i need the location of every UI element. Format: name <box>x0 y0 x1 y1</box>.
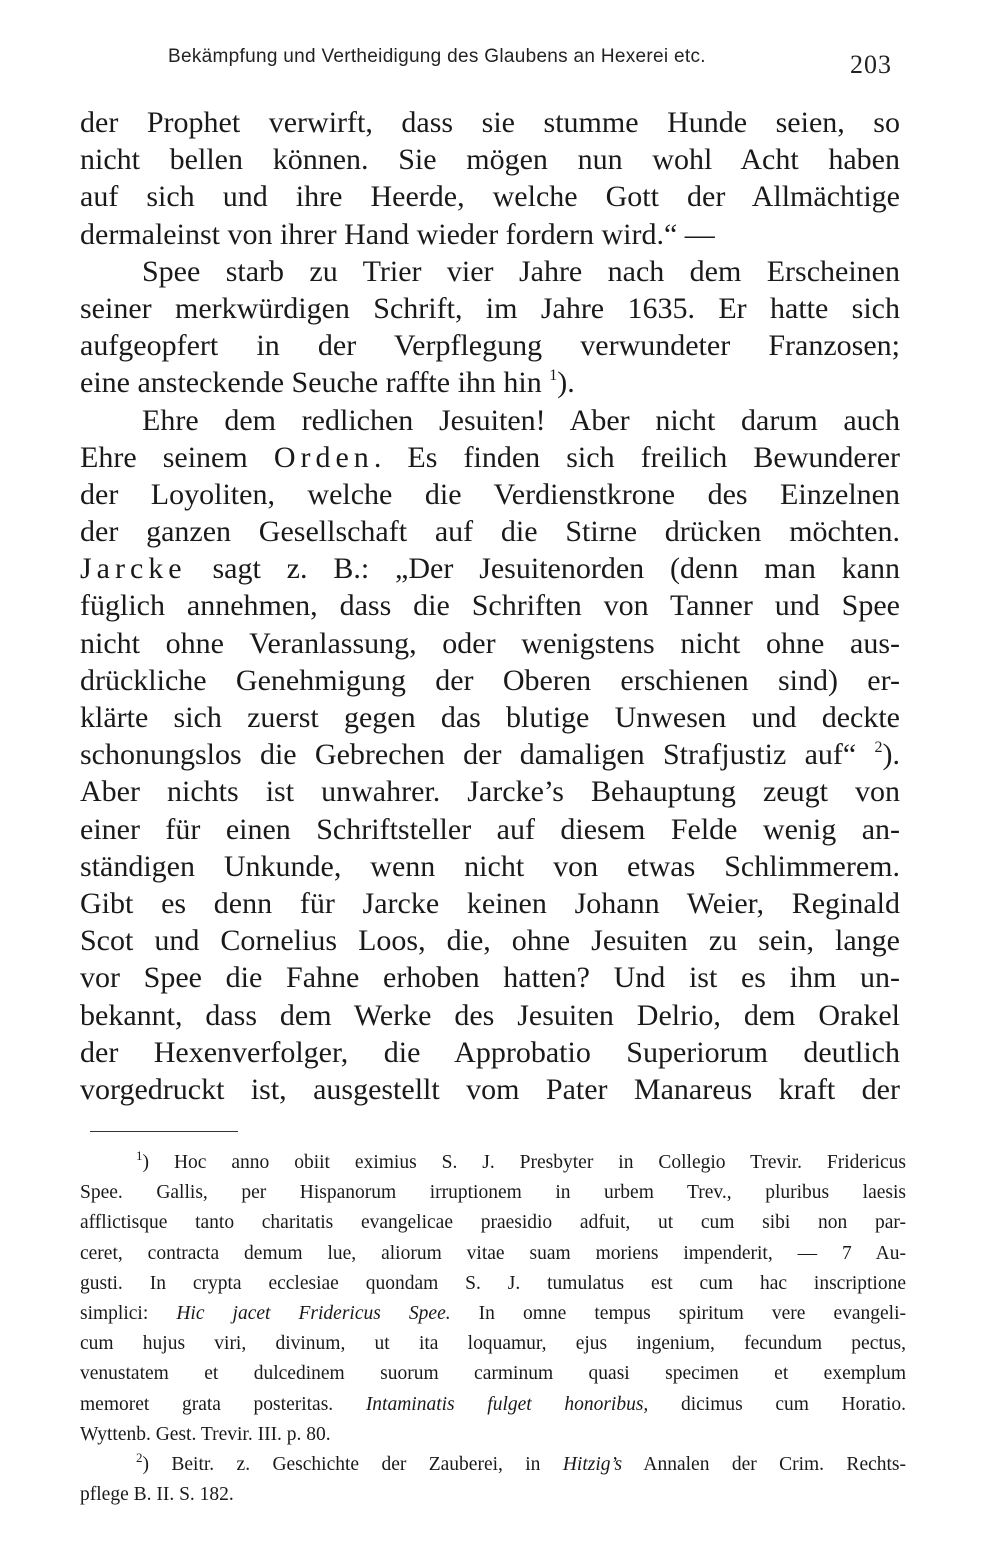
text-segment: dicimus cum Horatio. <box>648 1393 906 1415</box>
footnote-line <box>80 1299 906 1329</box>
text-segment: ). <box>882 738 900 772</box>
text-segment: simplici: <box>80 1302 177 1324</box>
text-segment: memoret grata posteritas. <box>80 1393 366 1415</box>
text-line: dermaleinst von ihrer Hand wieder fordern wird.“ — <box>80 217 715 251</box>
text-segment: sagt z. B.: „Der Jesuitenorden (denn man kann <box>186 552 900 586</box>
text-line: nicht bellen können. Sie mögen nun wohl Acht haben <box>80 143 900 177</box>
footnote-divider <box>90 1131 238 1132</box>
running-title: Bekämpfung und Vertheidigung des Glaubens an Hexerei etc. <box>168 46 706 67</box>
footnote-line: venustatem et dulcedinem suorum carminum quasi specimen et exemplum <box>80 1363 906 1385</box>
text-line: drückliche Genehmigung der Oberen erschienen sind) er- <box>80 663 900 697</box>
text-line: vorgedruckt ist, ausgestellt vom Pater Manareus kraft der <box>80 1072 900 1106</box>
footnote-line <box>80 1148 906 1178</box>
text-segment: ) Beitr. z. Geschichte der Zauberei, in <box>142 1453 563 1475</box>
text-line: füglich annehmen, dass die Schriften von Tanner und Spee <box>80 589 900 623</box>
footnote-ref: 2 <box>874 739 883 757</box>
text-line <box>80 364 900 401</box>
text-segment: Annalen der Crim. Rechts- <box>622 1453 906 1475</box>
text-line <box>80 736 900 773</box>
text-line: Gibt es denn für Jarcke keinen Johann Weier, Reginald <box>80 886 900 920</box>
footnote-mark: 1 <box>136 1148 143 1163</box>
text-line: Spee starb zu Trier vier Jahre nach dem Erscheinen <box>142 254 900 288</box>
text-line <box>80 439 900 476</box>
footnote-line: pflege B. II. S. 182. <box>80 1484 234 1506</box>
footnote-line: Spee. Gallis, per Hispanorum irruptionem in urbem Trev., pluribus laesis <box>80 1182 906 1204</box>
footnote-line: cum hujus viri, divinum, ut ita loquamur, ejus ingenium, fecundum pectus, <box>80 1333 906 1355</box>
footnote-line: afflictisque tanto charitatis evangelicae praesidio adfuit, ut cum sibi non par- <box>80 1212 906 1234</box>
italic-segment: Hic jacet Fridericus Spee. <box>176 1302 451 1324</box>
text-line: Scot und Cornelius Loos, die, ohne Jesuiten zu sein, lange <box>80 924 900 958</box>
text-line: der Hexenverfolger, die Approbatio Superiorum deutlich <box>80 1035 900 1069</box>
text-line: Ehre dem redlichen Jesuiten! Aber nicht darum auch <box>142 403 900 437</box>
page-header <box>0 40 1000 80</box>
footnote-line <box>80 1450 906 1480</box>
page-number: 203 <box>850 50 892 79</box>
text-segment: . Es finden sich freilich Bewunderer <box>373 440 901 474</box>
text-line: der Prophet verwirft, dass sie stumme Hunde seien, so <box>80 106 900 139</box>
text-segment: Ehre seinem <box>80 440 248 474</box>
text-line: seiner merkwürdigen Schrift, im Jahre 1635. Er hatte sich <box>80 291 900 325</box>
text-segment: ). <box>557 366 575 400</box>
italic-segment: Intaminatis fulget honoribus, <box>365 1393 649 1415</box>
text-line: nicht ohne Veranlassung, oder wenigstens nicht ohne aus- <box>80 626 900 660</box>
italic-segment: Hitzig’s <box>562 1453 623 1475</box>
text-segment: In omne tempus spiritum vere evangeli- <box>450 1302 907 1324</box>
text-line: bekannt, dass dem Werke des Jesuiten Delrio, dem Orakel <box>80 998 900 1032</box>
text-line: auf sich und ihre Heerde, welche Gott der Allmächtige <box>80 180 900 214</box>
footnote-line <box>80 1390 906 1420</box>
text-line: vor Spee die Fahne erhoben hatten? Und ist es ihm un- <box>80 961 900 995</box>
spaced-word: Jarcke <box>80 552 187 586</box>
footnote-mark: 2 <box>136 1449 143 1465</box>
text-line <box>80 550 900 587</box>
main-text <box>80 104 900 1108</box>
footnote-ref: 1 <box>549 367 558 385</box>
text-line: Aber nichts ist unwahrer. Jarcke’s Behauptung zeugt von <box>80 775 900 809</box>
text-line: klärte sich zuerst gegen das blutige Unwesen und deckte <box>80 701 900 734</box>
text-segment: ) Hoc anno obiit eximius S. J. Presbyter in Collegio Trevir. Fridericus <box>142 1152 906 1173</box>
text-segment: eine ansteckende Seuche raffte ihn hin <box>80 366 542 400</box>
footnotes <box>80 1148 906 1510</box>
footnote-line: gusti. In crypta ecclesiae quondam S. J. tumulatus est cum hac inscriptione <box>80 1272 906 1294</box>
footnote-line: ceret, contracta demum lue, aliorum vitae suam moriens impenderit, — 7 Au- <box>80 1242 906 1264</box>
text-segment: schonungslos die Gebrechen der damaligen Strafjustiz auf“ <box>80 738 857 772</box>
spaced-word: Orden <box>273 440 374 474</box>
text-line: einer für einen Schriftsteller auf diesem Felde wenig an- <box>80 812 900 846</box>
text-line: der ganzen Gesellschaft auf die Stirne drücken möchten. <box>80 515 900 549</box>
text-line: ständigen Unkunde, wenn nicht von etwas Schlimmerem. <box>80 849 900 883</box>
footnote-line: Wyttenb. Gest. Trevir. III. p. 80. <box>80 1423 331 1445</box>
text-line: der Loyoliten, welche die Verdienstkrone des Einzelnen <box>80 477 900 511</box>
text-line: aufgeopfert in der Verpflegung verwundeter Franzosen; <box>80 329 900 363</box>
